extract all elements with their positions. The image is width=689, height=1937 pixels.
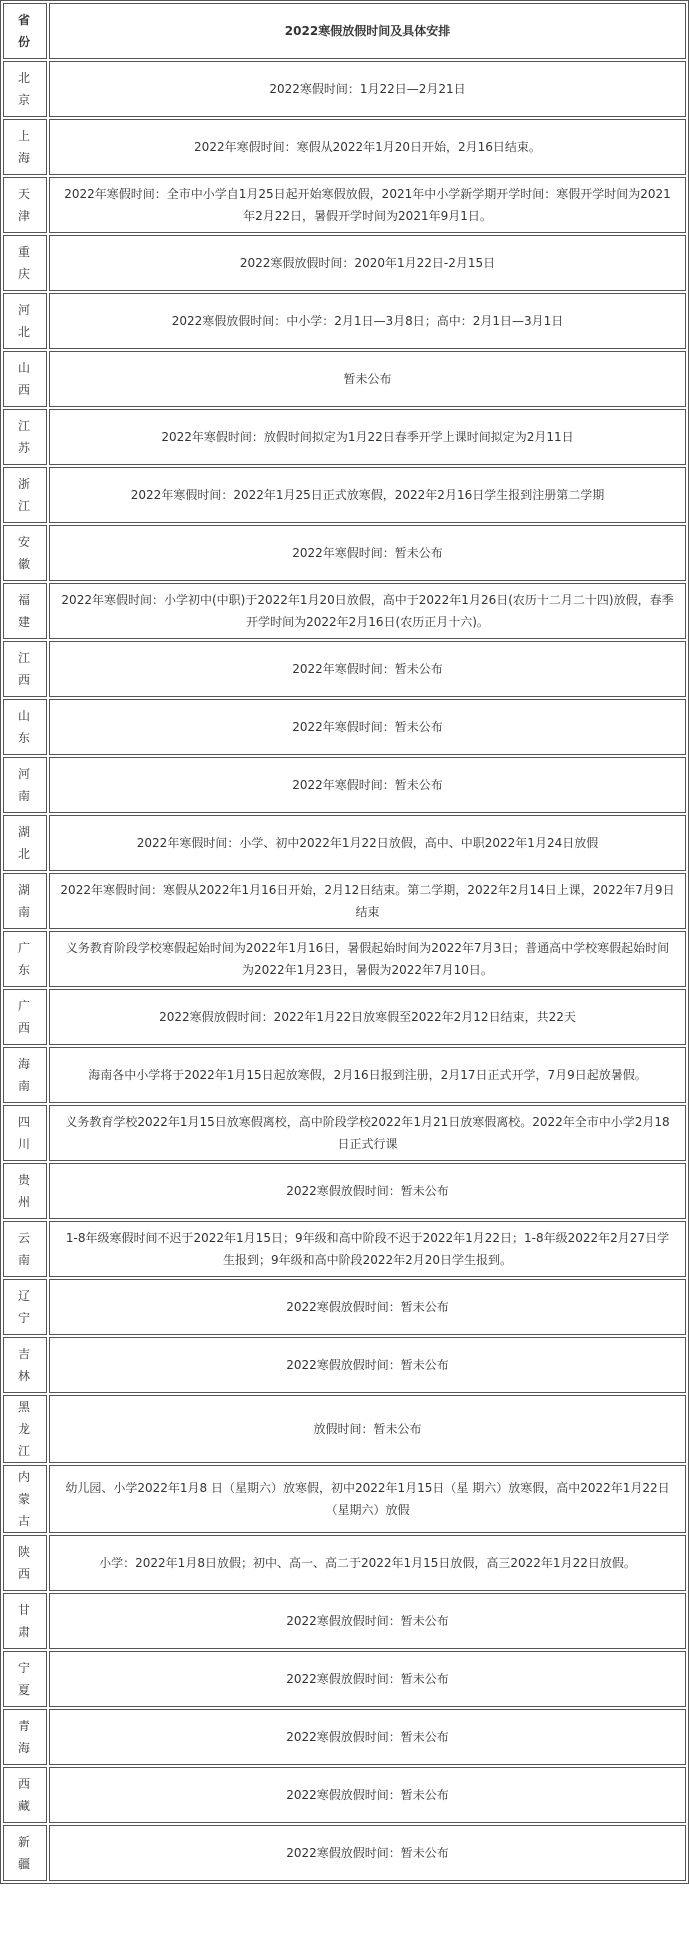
- province-cell: [3, 467, 47, 523]
- province-name: 山东: [17, 709, 32, 745]
- schedule-cell: 2022年寒假时间：小学、初中2022年1月22日放假，高中、中职2022年1月24日放假: [49, 815, 686, 871]
- schedule-cell: 2022年寒假时间：小学初中(中职)于2022年1月20日放假，高中于2022年1月26日(农历十二月二十四)放假，春季开学时间为2022年2月16日(农历正月十六)。: [49, 583, 686, 639]
- table-row: [3, 235, 686, 291]
- province-name: 内蒙古: [17, 1470, 32, 1528]
- province-cell: [3, 1047, 47, 1103]
- schedule-cell: 2022寒假放假时间：暂未公布: [49, 1825, 686, 1881]
- schedule-cell: 暂未公布: [49, 351, 686, 407]
- table-row: [3, 989, 686, 1045]
- province-name: 江苏: [17, 419, 32, 455]
- province-cell: [3, 1163, 47, 1219]
- schedule-cell: 放假时间：暂未公布: [49, 1395, 686, 1463]
- table-row: [3, 641, 686, 697]
- table-row: [3, 293, 686, 349]
- table-row: [3, 583, 686, 639]
- table-row: [3, 1825, 686, 1881]
- schedule-cell: 2022寒假放假时间：2020年1月22日-2月15日: [49, 235, 686, 291]
- schedule-cell: 2022寒假时间：1月22日—2月21日: [49, 61, 686, 117]
- schedule-cell: 2022年寒假时间：暂未公布: [49, 641, 686, 697]
- schedule-cell: 2022寒假放假时间：中小学：2月1日—3月8日；高中：2月1日—3月1日: [49, 293, 686, 349]
- province-cell: [3, 1105, 47, 1161]
- province-name: 安徽: [17, 535, 32, 571]
- province-name: 广西: [17, 999, 32, 1035]
- province-cell: [3, 1279, 47, 1335]
- schedule-cell: 2022年寒假时间：寒假从2022年1月20日开始，2月16日结束。: [49, 119, 686, 175]
- table-row: [3, 1395, 686, 1463]
- schedule-cell: 小学：2022年1月8日放假；初中、高一、高二于2022年1月15日放假，高三2022年1月22日放假。: [49, 1535, 686, 1591]
- schedule-cell: 幼儿园、小学2022年1月8 日（星期六）放寒假，初中2022年1月15日（星 期六）放寒假，高中2022年1月22日（星期六）放假: [49, 1465, 686, 1533]
- table-row: [3, 1465, 686, 1533]
- schedule-cell: 2022年寒假时间：2022年1月25日正式放寒假，2022年2月16日学生报到注册第二学期: [49, 467, 686, 523]
- table-row: [3, 409, 686, 465]
- province-cell: [3, 1767, 47, 1823]
- table-row: [3, 61, 686, 117]
- province-name: 新疆: [17, 1835, 32, 1871]
- province-name: 河北: [17, 303, 32, 339]
- schedule-cell: 2022寒假放假时间：暂未公布: [49, 1709, 686, 1765]
- province-name: 河南: [17, 767, 32, 803]
- province-name: 甘肃: [17, 1603, 32, 1639]
- province-name: 江西: [17, 651, 32, 687]
- table-header-row: [3, 3, 686, 59]
- schedule-cell: 义务教育阶段学校寒假起始时间为2022年1月16日，暑假起始时间为2022年7月3日；普通高中学校寒假起始时间为2022年1月23日，暑假为2022年7月10日。: [49, 931, 686, 987]
- province-cell: [3, 989, 47, 1045]
- schedule-cell: 2022寒假放假时间：暂未公布: [49, 1767, 686, 1823]
- province-cell: [3, 351, 47, 407]
- province-cell: [3, 1395, 47, 1463]
- table-row: [3, 1535, 686, 1591]
- province-cell: [3, 699, 47, 755]
- table-row: [3, 699, 686, 755]
- province-name: 海南: [17, 1057, 32, 1093]
- schedule-cell: 2022寒假放假时间：暂未公布: [49, 1651, 686, 1707]
- province-cell: [3, 409, 47, 465]
- table-row: [3, 351, 686, 407]
- province-cell: [3, 1465, 47, 1533]
- province-cell: [3, 1651, 47, 1707]
- province-cell: [3, 873, 47, 929]
- province-name: 山西: [17, 361, 32, 397]
- schedule-cell: 1-8年级寒假时间不迟于2022年1月15日；9年级和高中阶段不迟于2022年1月22日；1-8年级2022年2月27日学生报到；9年级和高中阶段2022年2月20日学生报到。: [49, 1221, 686, 1277]
- province-cell: [3, 61, 47, 117]
- table-row: [3, 1651, 686, 1707]
- province-name: 辽宁: [17, 1289, 32, 1325]
- province-cell: [3, 177, 47, 233]
- province-cell: [3, 1535, 47, 1591]
- province-name: 重庆: [17, 245, 32, 281]
- table-row: [3, 119, 686, 175]
- table-row: [3, 1593, 686, 1649]
- schedule-cell: 2022年寒假时间：全市中小学自1月25日起开始寒假放假，2021年中小学新学期开学时间：寒假开学时间为2021年2月22日，暑假开学时间为2021年9月1日。: [49, 177, 686, 233]
- province-name: 黑龙江: [17, 1400, 32, 1458]
- province-name: 天津: [17, 187, 32, 223]
- province-cell: [3, 525, 47, 581]
- header-title: 2022寒假放假时间及具体安排: [49, 3, 686, 59]
- province-name: 上海: [17, 129, 32, 165]
- table-row: [3, 815, 686, 871]
- table-row: [3, 467, 686, 523]
- province-cell: [3, 119, 47, 175]
- schedule-cell: 2022寒假放假时间：暂未公布: [49, 1337, 686, 1393]
- table-row: [3, 1047, 686, 1103]
- province-cell: [3, 293, 47, 349]
- province-name: 陕西: [17, 1545, 32, 1581]
- province-name: 四川: [17, 1115, 32, 1151]
- schedule-cell: 2022年寒假时间：暂未公布: [49, 525, 686, 581]
- table-row: [3, 757, 686, 813]
- province-name: 贵州: [17, 1173, 32, 1209]
- province-cell: [3, 931, 47, 987]
- province-cell: [3, 1709, 47, 1765]
- table-row: [3, 1709, 686, 1765]
- province-name: 湖北: [17, 825, 32, 861]
- header-province-label: 省份: [17, 13, 32, 49]
- schedule-cell: 2022年寒假时间：放假时间拟定为1月22日春季开学上课时间拟定为2月11日: [49, 409, 686, 465]
- header-province: [3, 3, 47, 59]
- province-name: 青海: [17, 1719, 32, 1755]
- province-name: 浙江: [17, 477, 32, 513]
- schedule-cell: 2022年寒假时间：寒假从2022年1月16日开始，2月12日结束。第二学期，2022年2月14日上课，2022年7月9日结束: [49, 873, 686, 929]
- province-name: 福建: [17, 593, 32, 629]
- province-name: 宁夏: [17, 1661, 32, 1697]
- table-row: [3, 1279, 686, 1335]
- province-cell: [3, 235, 47, 291]
- schedule-cell: 2022寒假放假时间：暂未公布: [49, 1279, 686, 1335]
- schedule-cell: 2022寒假放假时间：暂未公布: [49, 1593, 686, 1649]
- table-row: [3, 177, 686, 233]
- table-row: [3, 1221, 686, 1277]
- table-row: [3, 1337, 686, 1393]
- province-name: 吉林: [17, 1347, 32, 1383]
- schedule-cell: 海南各中小学将于2022年1月15日起放寒假，2月16日报到注册，2月17日正式开学，7月9日起放暑假。: [49, 1047, 686, 1103]
- table-row: [3, 1767, 686, 1823]
- province-name: 北京: [17, 71, 32, 107]
- province-name: 西藏: [17, 1777, 32, 1813]
- schedule-cell: 2022年寒假时间：暂未公布: [49, 699, 686, 755]
- table-row: [3, 1105, 686, 1161]
- province-cell: [3, 757, 47, 813]
- province-name: 湖南: [17, 883, 32, 919]
- province-cell: [3, 1221, 47, 1277]
- table-row: [3, 873, 686, 929]
- province-cell: [3, 815, 47, 871]
- schedule-cell: 2022寒假放假时间：2022年1月22日放寒假至2022年2月12日结束，共22天: [49, 989, 686, 1045]
- province-name: 云南: [17, 1231, 32, 1267]
- province-cell: [3, 1593, 47, 1649]
- province-cell: [3, 1825, 47, 1881]
- table-row: [3, 525, 686, 581]
- table-row: [3, 931, 686, 987]
- schedule-cell: 2022寒假放假时间：暂未公布: [49, 1163, 686, 1219]
- province-name: 广东: [17, 941, 32, 977]
- province-cell: [3, 641, 47, 697]
- province-cell: [3, 583, 47, 639]
- schedule-cell: 义务教育学校2022年1月15日放寒假离校，高中阶段学校2022年1月21日放寒假离校。2022年全市中小学2月18日正式行课: [49, 1105, 686, 1161]
- province-cell: [3, 1337, 47, 1393]
- table-row: [3, 1163, 686, 1219]
- schedule-cell: 2022年寒假时间：暂未公布: [49, 757, 686, 813]
